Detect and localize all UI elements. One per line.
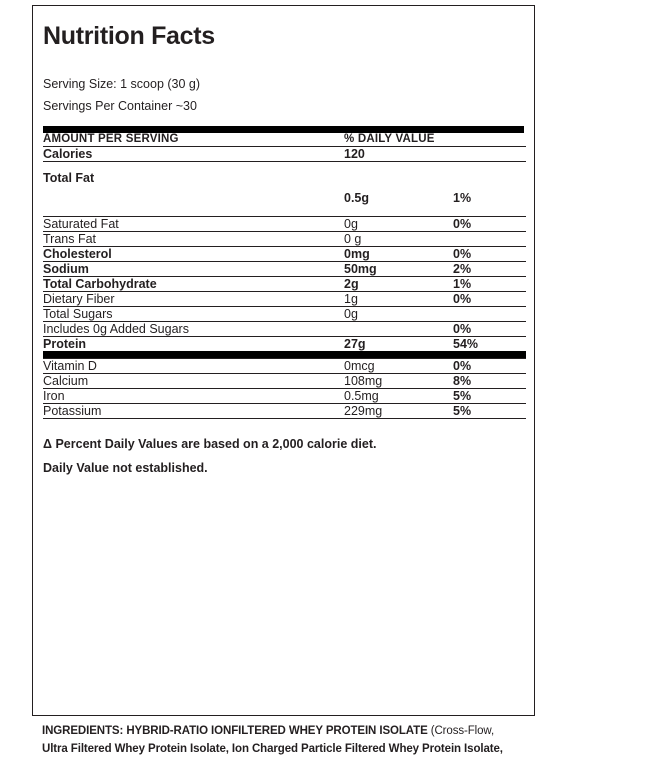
nutrient-name: Protein [43, 337, 344, 352]
nutrient-daily-value: 54% [453, 337, 526, 352]
nutrient-amount: 0g [344, 307, 453, 322]
nutrient-daily-value: 8% [453, 374, 526, 389]
nutrient-amount: 0.5mg [344, 389, 453, 404]
column-header-amount: AMOUNT PER SERVING [43, 133, 179, 145]
column-header-daily-value: % DAILY VALUE [344, 133, 435, 145]
nutrient-amount: 0.5g [344, 162, 453, 217]
nutrient-daily-value: 0% [453, 217, 526, 232]
nutrient-name: Total Sugars [43, 307, 344, 322]
table-header-row [43, 133, 526, 147]
ingredients-line-1-normal: (Cross-Flow, [427, 725, 495, 737]
thick-divider-top [43, 126, 524, 133]
nutrient-daily-value: 5% [453, 389, 526, 404]
nutrient-amount: 50mg [344, 262, 453, 277]
table-row [43, 404, 526, 419]
nutrient-daily-value [453, 232, 526, 247]
nutrient-name: Iron [43, 389, 344, 404]
nutrient-name: Vitamin D [43, 359, 344, 374]
servings-per-container-text: Servings Per Container ~30 [43, 99, 197, 113]
serving-size-text: Serving Size: 1 scoop (30 g) [43, 77, 201, 91]
thick-divider-bar [43, 351, 526, 358]
serving-info [43, 51, 524, 117]
nutrient-name: Cholesterol [43, 247, 344, 262]
nutrition-table [43, 133, 526, 419]
nutrient-daily-value: 0% [453, 292, 526, 307]
nutrient-amount: 27g [344, 337, 453, 352]
table-row [43, 307, 526, 322]
table-row [43, 337, 526, 352]
nutrition-facts-panel [32, 5, 535, 716]
nutrient-daily-value [453, 147, 526, 162]
nutrient-amount: 1g [344, 292, 453, 307]
nutrient-amount: 0mcg [344, 359, 453, 374]
nutrient-name: Includes 0g Added Sugars [43, 322, 344, 337]
nutrient-daily-value: 1% [453, 162, 526, 217]
thick-divider-protein [43, 351, 526, 359]
nutrient-daily-value [453, 307, 526, 322]
footnote-daily-values: Δ Percent Daily Values are based on a 2,000 calorie diet. [43, 437, 377, 451]
ingredients-block [42, 722, 572, 758]
table-row [43, 389, 526, 404]
nutrient-name: Total Fat [43, 162, 344, 217]
nutrient-amount: 0mg [344, 247, 453, 262]
ingredients-line-1-bold: INGREDIENTS: HYBRID-RATIO IONFILTERED WHEY PROTEIN ISOLATE [42, 725, 428, 737]
table-row [43, 292, 526, 307]
nutrient-name: Calcium [43, 374, 344, 389]
nutrient-daily-value: 0% [453, 247, 526, 262]
ingredients-line-2: Ultra Filtered Whey Protein Isolate, Ion Charged Particle Filtered Whey Protein Isolate, [42, 743, 503, 755]
nutrient-amount: 229mg [344, 404, 453, 419]
nutrient-name: Saturated Fat [43, 217, 344, 232]
table-row [43, 147, 526, 162]
table-row [43, 374, 526, 389]
table-row [43, 247, 526, 262]
nutrient-amount: 108mg [344, 374, 453, 389]
nutrient-daily-value: 0% [453, 322, 526, 337]
nutrient-amount: 2g [344, 277, 453, 292]
nutrient-name: Trans Fat [43, 232, 344, 247]
table-row [43, 359, 526, 374]
nutrient-daily-value: 2% [453, 262, 526, 277]
table-row [43, 277, 526, 292]
nutrient-name: Calories [43, 147, 344, 162]
footnote-block [43, 419, 524, 480]
nutrient-amount: 0g [344, 217, 453, 232]
nutrient-name: Potassium [43, 404, 344, 419]
table-row [43, 162, 526, 217]
table-row [43, 232, 526, 247]
nutrient-name: Dietary Fiber [43, 292, 344, 307]
nutrient-daily-value: 0% [453, 359, 526, 374]
nutrient-amount: 0 g [344, 232, 453, 247]
thick-divider-cell [43, 351, 526, 359]
table-row [43, 262, 526, 277]
nutrient-daily-value: 5% [453, 404, 526, 419]
nutrient-name: Total Carbohydrate [43, 277, 344, 292]
nutrient-name: Sodium [43, 262, 344, 277]
nutrient-daily-value: 1% [453, 277, 526, 292]
nutrient-amount: 120 [344, 147, 453, 162]
footnote-not-established: Daily Value not established. [43, 461, 208, 475]
nutrient-amount [344, 322, 453, 337]
table-row [43, 322, 526, 337]
table-row [43, 217, 526, 232]
ingredients-line-1 [42, 722, 572, 740]
page-title: Nutrition Facts [43, 22, 215, 50]
